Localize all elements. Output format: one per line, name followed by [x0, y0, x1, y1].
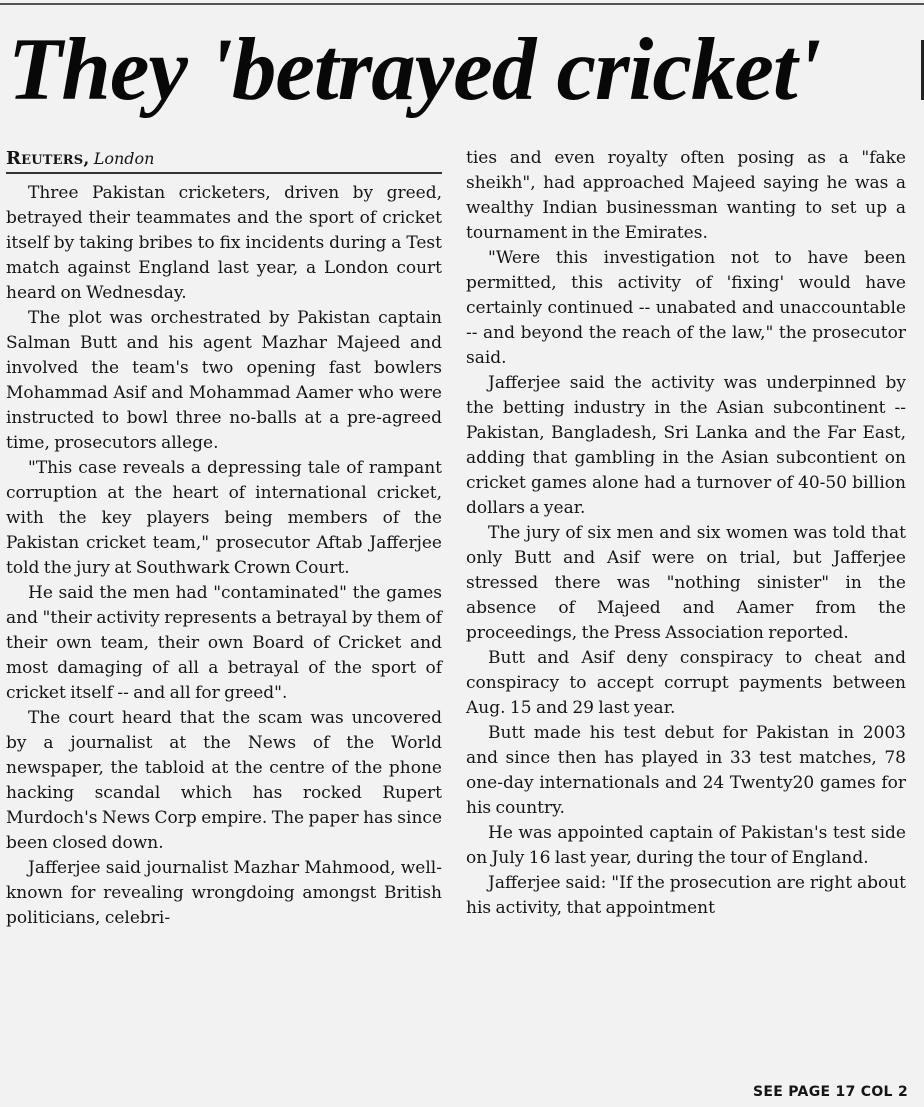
paragraph-right-6: He was appointed captain of Pakistan's test side on July 16 last year, during the tour of England.: [466, 823, 906, 868]
paragraph-left-5: The court heard that the scam was uncovered by a journalist at the News of the World newspaper, the tabloid at the centre of the phone hacking scandal which has rocked Rupert Murdoch's News Corp empire. The paper has since been closed down.: [6, 708, 442, 853]
article-column-left: [6, 146, 442, 931]
byline-agency: Reuters: [6, 148, 84, 169]
paragraph-right-2: Jafferjee said the activity was underpinned by the betting industry in the Asian subcontinent -- Pakistan, Bangladesh, Sri Lanka and the Far East, adding that gambling in the Asian subcontient on cricket games alone had a turnover of 40-50 billion dollars a year.: [466, 373, 906, 518]
byline-separator: ,: [83, 149, 90, 169]
byline-location: London: [93, 149, 155, 168]
paragraph-right-continuation: ties and even royalty often posing as a "fake sheikh", had approached Majeed saying he was a wealthy Indian businessman wanting to set up a tournament in the Emirates.: [466, 148, 906, 243]
paragraph-right-7: Jafferjee said: "If the prosecution are right about his activity, that appointment: [466, 873, 906, 918]
paragraph-left-4: He said the men had "contaminated" the games and "their activity represents a betrayal by them of their own team, their own Board of Cricket and most damaging of all a betrayal of the sport of cricket itself -- and all for greed".: [6, 583, 442, 703]
paragraph-left-3: "This case reveals a depressing tale of rampant corruption at the heart of international cricket, with the key players being members of the Pakistan cricket team," prosecutor Aftab Jafferjee told the jury at Southwark Crown Court.: [6, 458, 442, 578]
paragraph-right-5: Butt made his test debut for Pakistan in 2003 and since then has played in 33 test matches, 78 one-day internationals and 24 Twenty20 games for his country.: [466, 723, 906, 818]
paragraph-left-6: Jafferjee said journalist Mazhar Mahmood, well-known for revealing wrongdoing amongst British politicians, celebri-: [6, 858, 442, 928]
paragraph-right-4: Butt and Asif deny conspiracy to cheat and conspiracy to accept corrupt payments between Aug. 15 and 29 last year.: [466, 648, 906, 718]
byline: [6, 146, 442, 174]
paragraph-left-2: The plot was orchestrated by Pakistan captain Salman Butt and his agent Mazhar Majeed and involved the team's two opening fast bowlers Mohammad Asif and Mohammad Aamer who were instructed to bowl three no-balls at a pre-agreed time, prosecutors allege.: [6, 308, 442, 453]
article-headline: They 'betrayed cricket': [8, 21, 821, 119]
paragraph-right-1: "Were this investigation not to have been permitted, this activity of 'fixing' would have certainly continued -- unabated and unaccountable -- and beyond the reach of the law," the prosecutor said.: [466, 248, 906, 368]
continued-on-page-note: SEE PAGE 17 COL 2: [753, 1084, 908, 1100]
top-border-rule: [0, 3, 924, 5]
paragraph-left-1: Three Pakistan cricketers, driven by greed, betrayed their teammates and the sport of cricket itself by taking bribes to fix incidents during a Test match against England last year, a London court heard on Wednesday.: [6, 183, 442, 303]
article-column-right: [466, 146, 906, 921]
paragraph-right-3: The jury of six men and six women was told that only Butt and Asif were on trial, but Jafferjee stressed there was "nothing sinister" in the absence of Majeed and Aamer from the proceedings, the Press Association reported.: [466, 523, 906, 643]
